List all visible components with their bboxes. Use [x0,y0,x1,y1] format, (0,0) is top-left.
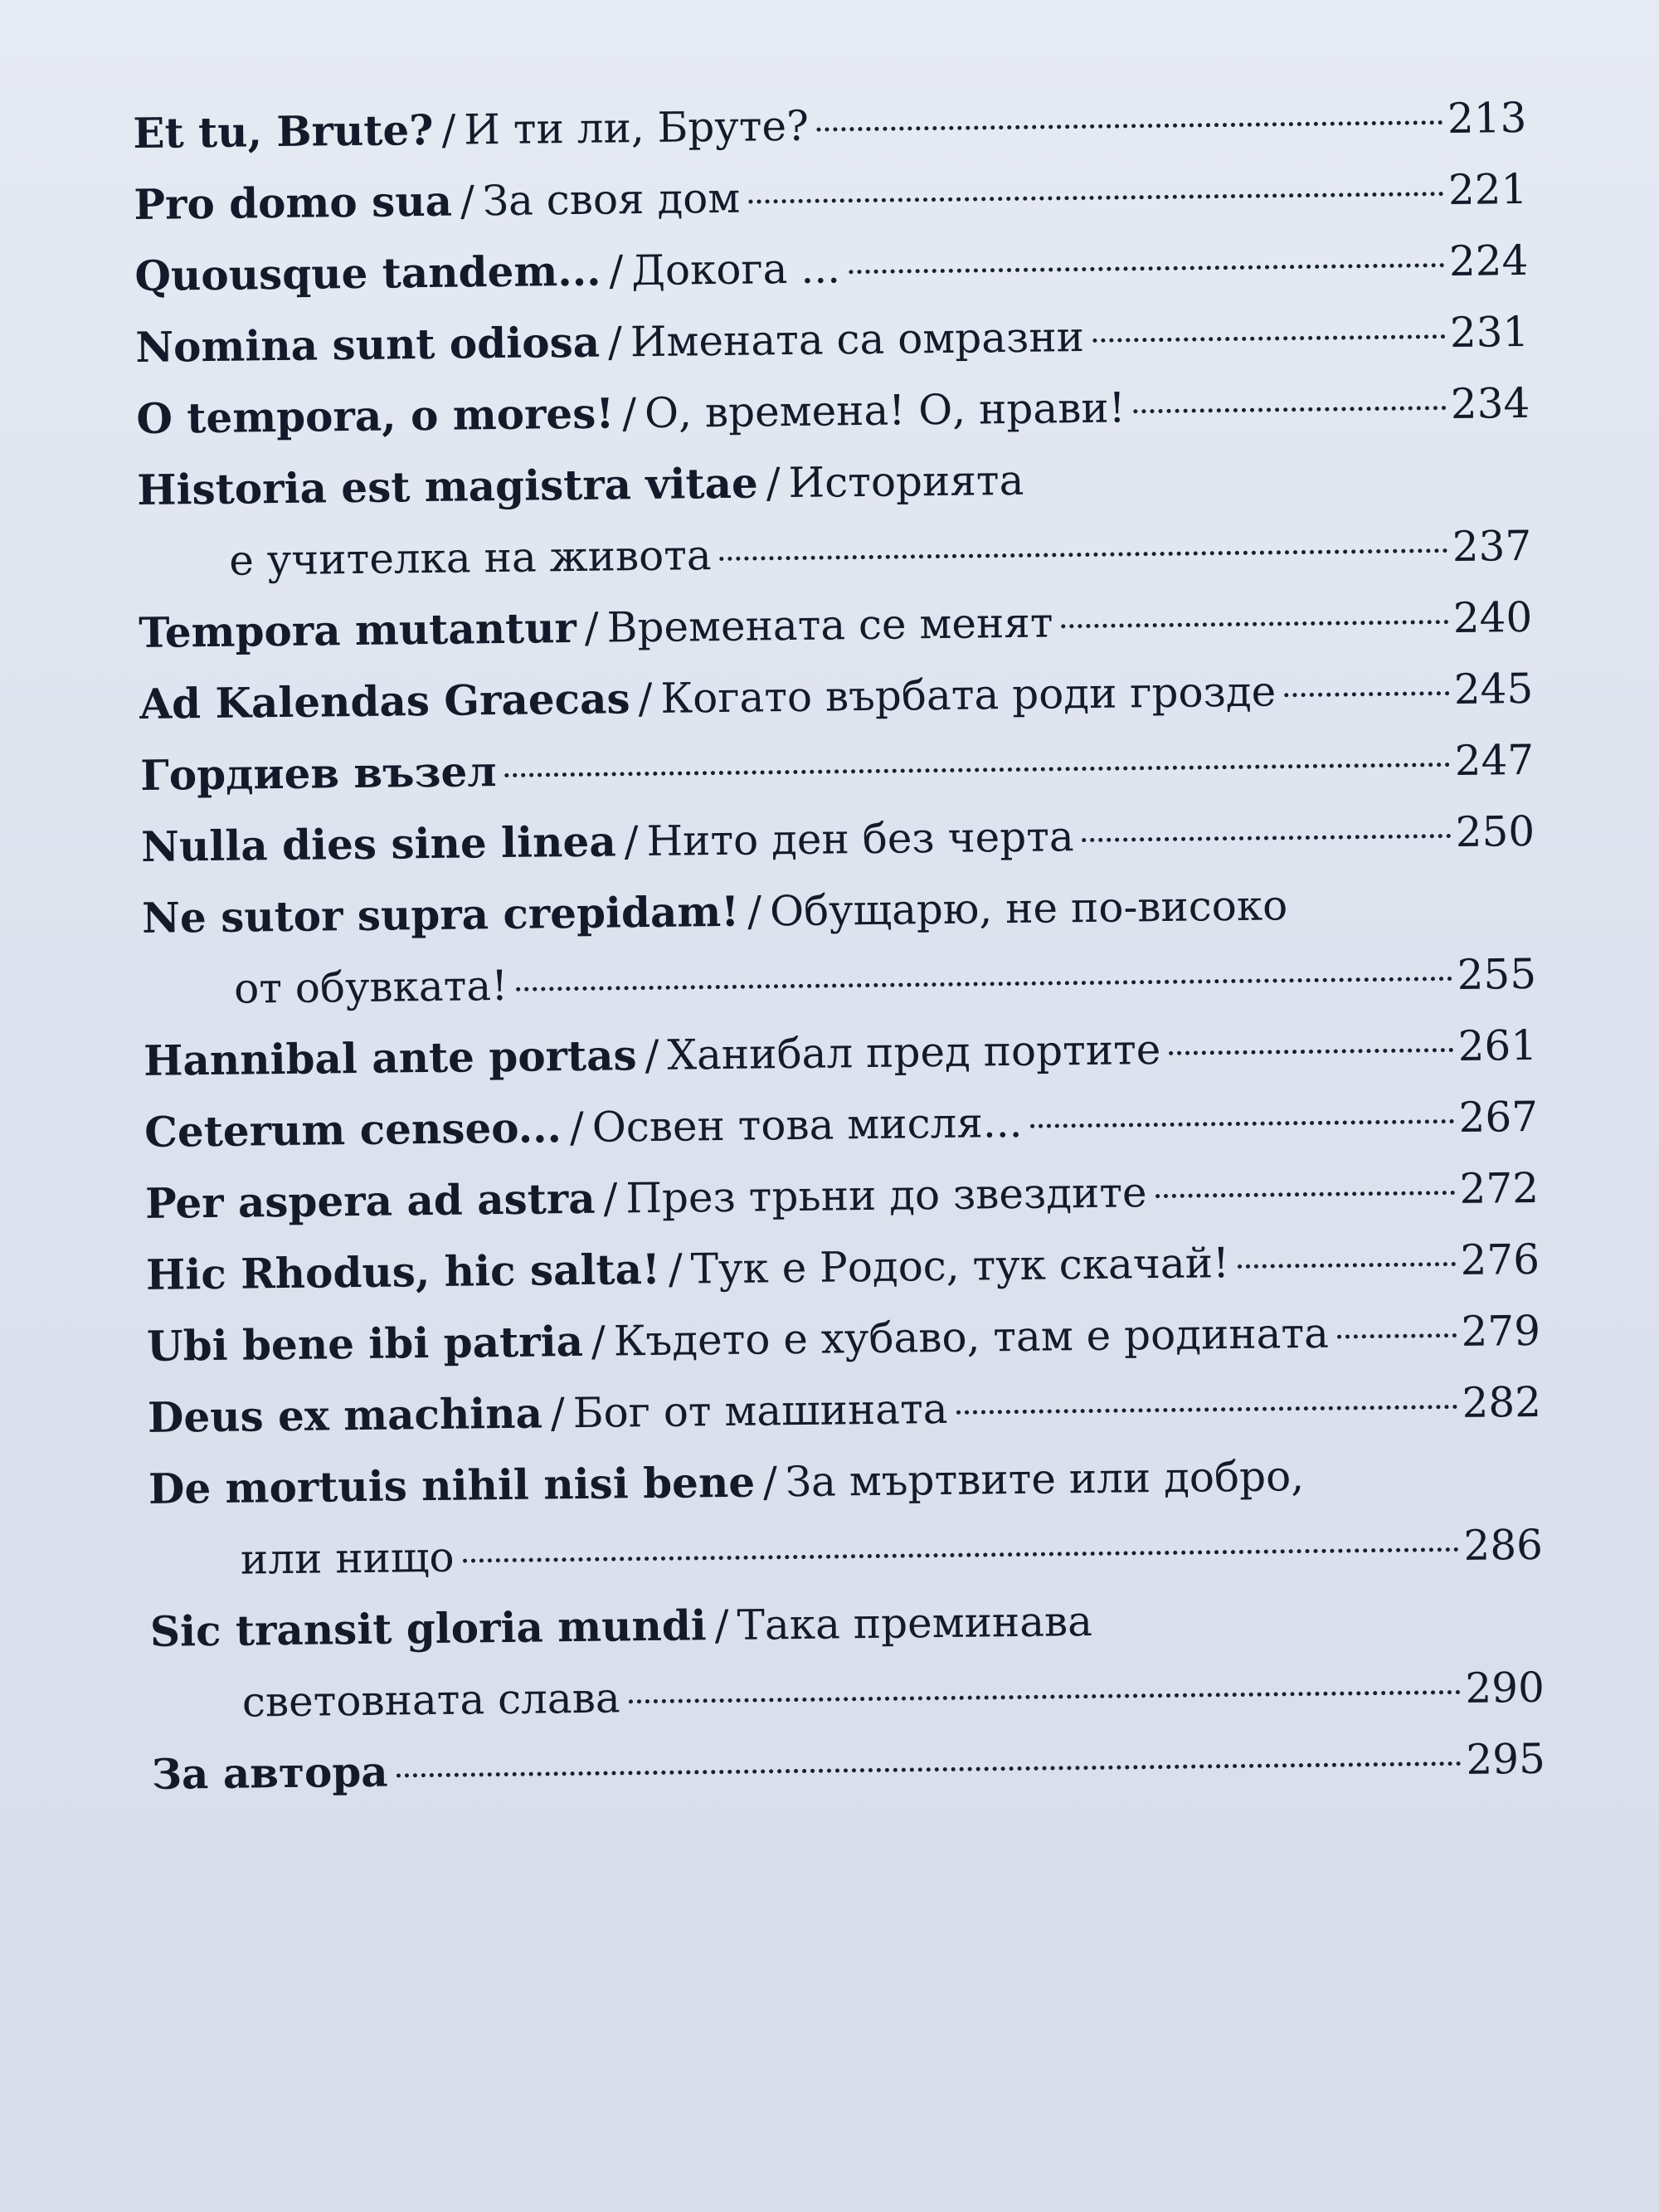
entry-page-number: 290 [1465,1663,1545,1713]
entry-latin-title: Nomina sunt odiosa [135,317,601,372]
entry-latin-title: Deus ex machina [147,1388,543,1442]
entry-separator: / [603,1174,618,1223]
dot-leader [720,548,1447,561]
dot-leader [1238,1261,1456,1269]
entry-translation-continued: или нищо [240,1532,455,1584]
toc-line [151,1723,1545,1810]
entry-separator: / [550,1389,566,1438]
dot-leader [516,976,1452,992]
entry-title: Гордиев възел [139,747,497,800]
entry-separator: / [766,459,781,508]
entry-separator: / [441,105,456,154]
entry-latin-title: Ceterum censeo... [144,1103,562,1157]
entry-translation: Докога ... [630,244,841,295]
dot-leader [1082,833,1451,842]
entry-translation: Ханибал пред портите [667,1026,1161,1079]
entry-translation: За мъртвите или добро, [785,1452,1305,1507]
entry-separator: / [621,389,637,438]
dot-leader [1031,1118,1454,1128]
entry-latin-title: De mortuis nihil nisi bene [148,1457,756,1513]
entry-page-number: 231 [1449,307,1530,358]
entry-page-number: 250 [1455,806,1535,856]
dot-leader [505,762,1450,777]
entry-latin-title: Historia est magistra vitae [137,458,759,514]
entry-latin-title: Ad Kalendas Graecas [139,674,630,728]
entry-translation: Освен това мисля... [591,1098,1023,1152]
entry-separator: / [762,1458,778,1507]
toc-entry [142,867,1537,1026]
entry-page-number: 282 [1462,1377,1542,1427]
dot-leader [956,1404,1457,1415]
entry-translation-continued: световната слава [241,1674,620,1727]
entry-latin-title: Quousque tandem... [134,246,601,300]
entry-translation: Така преминава [737,1596,1093,1649]
entry-page-number: 234 [1450,378,1530,428]
toc-entry [151,1723,1545,1810]
entry-page-number: 276 [1460,1235,1540,1284]
dot-leader [1169,1047,1452,1055]
dot-leader [1092,334,1445,343]
entry-translation: Историята [788,456,1024,508]
entry-translation: Където е хубаво, там е родината [613,1308,1330,1366]
entry-separator: / [609,246,624,295]
entry-translation-continued: е учителка на живота [229,531,712,585]
entry-latin-title: Hannibal ante portas [143,1030,637,1085]
dot-leader [397,1761,1462,1778]
toc-entry [148,1438,1544,1596]
entry-title: За автора [151,1747,388,1799]
entry-page-number: 237 [1452,521,1532,571]
dot-leader [1155,1190,1455,1198]
entry-separator: / [607,318,623,367]
entry-page-number: 255 [1457,949,1537,999]
entry-separator: / [714,1601,729,1650]
table-of-contents [133,82,1545,1810]
entry-page-number: 213 [1447,93,1527,144]
entry-translation: Имената са омразни [630,313,1085,367]
entry-latin-title: Sic transit gloria mundi [149,1601,708,1656]
entry-page-number: 272 [1459,1163,1540,1213]
entry-page-number: 295 [1466,1734,1546,1784]
entry-page-number: 221 [1447,164,1528,215]
dot-leader [463,1547,1459,1563]
entry-translation: През трьни до звездите [625,1168,1147,1223]
entry-page-number: 247 [1454,735,1535,785]
entry-translation: О, времена! О, нрави! [644,383,1126,438]
entry-separator: / [591,1317,606,1366]
entry-separator: / [668,1245,684,1294]
entry-latin-title: Pro domo sua [134,176,453,229]
entry-separator: / [569,1103,585,1152]
dot-leader [1337,1333,1457,1339]
entry-latin-title: Nulla dies sine linea [140,816,616,871]
entry-translation: Когато върбата роди грозде [660,667,1277,723]
toc-entry [149,1581,1545,1739]
entry-latin-title: Et tu, Brute? [133,105,434,158]
entry-translation-continued: от обувката! [233,961,508,1013]
entry-latin-title: Ne sutor supra crepidam! [141,886,740,943]
dot-leader [1284,690,1449,697]
dot-leader [817,119,1443,132]
entry-translation: Нито ден без черта [646,812,1074,866]
dot-leader [748,191,1443,204]
dot-leader [629,1689,1461,1703]
entry-page-number: 279 [1461,1306,1541,1356]
entry-translation: Бог от машината [572,1384,948,1438]
entry-separator: / [747,887,762,936]
entry-latin-title: Tempora mutantur [138,602,577,657]
entry-separator: / [624,817,639,866]
entry-separator: / [584,603,600,652]
entry-translation: Обущарю, не по-високо [769,881,1288,936]
entry-latin-title: Ubi bene ibi patria [146,1316,584,1371]
entry-separator: / [645,1030,659,1080]
entry-page-number: 286 [1463,1520,1544,1570]
entry-translation: Времената се менят [606,598,1053,652]
entry-page-number: 261 [1457,1021,1538,1070]
dot-leader [1061,619,1447,628]
entry-page-number: 267 [1458,1092,1539,1142]
dot-leader [849,262,1444,274]
entry-latin-title: Hic Rhodus, hic salta! [145,1244,661,1299]
toc-entry [137,439,1532,597]
entry-separator: / [638,674,653,724]
entry-page-number: 224 [1448,236,1529,286]
entry-page-number: 245 [1453,664,1534,714]
entry-latin-title: O tempora, o mores! [136,388,615,443]
dot-leader [1134,405,1446,413]
entry-translation: За своя дом [482,173,741,226]
entry-page-number: 240 [1452,592,1533,642]
entry-translation: Тук е Родос, тук скачай! [690,1239,1230,1294]
entry-latin-title: Per aspera ad astra [144,1173,596,1228]
entry-translation: И ти ли, Бруте? [464,101,810,154]
entry-separator: / [460,177,475,226]
